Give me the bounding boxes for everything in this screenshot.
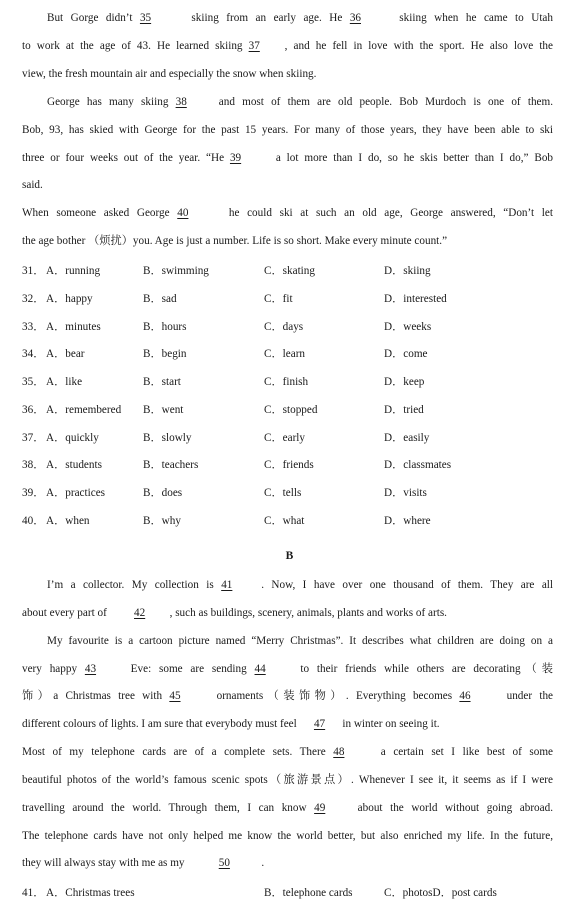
- option-c[interactable]: C．fit: [264, 293, 293, 305]
- option-d[interactable]: D．classmates: [384, 459, 452, 471]
- option-b[interactable]: B．why: [143, 515, 181, 527]
- option-d[interactable]: D．keep: [384, 376, 425, 388]
- blank-48: 48: [333, 746, 345, 758]
- option-d[interactable]: D．visits: [384, 487, 427, 499]
- option-row-38: 38． A．students B．teachers C．friends D．classmates: [22, 456, 553, 470]
- option-row-37: 37． A．quickly B．slowly C．early D．easily: [22, 429, 553, 443]
- passage-line: George has many skiing 38 and most of them are old people. Bob Murdoch is one of them.: [47, 96, 554, 108]
- option-b[interactable]: B．begin: [143, 348, 187, 360]
- blank-46: 46: [459, 690, 471, 702]
- option-row-41: 41． A．Christmas trees B．telephone cards C．photosD．post cards: [22, 884, 553, 898]
- passage-line: view, the fresh mountain air and especially the snow when skiing.: [22, 68, 317, 80]
- blank-44: 44: [254, 663, 266, 675]
- option-b[interactable]: B．slowly: [143, 432, 192, 444]
- option-cd[interactable]: C．photosD．post cards: [384, 887, 497, 899]
- option-d[interactable]: D．skiing: [384, 265, 431, 277]
- option-c[interactable]: C．finish: [264, 376, 309, 388]
- option-d[interactable]: D．where: [384, 515, 431, 527]
- passage-line: Most of my telephone cards are of a complete sets. There 48 a certain set I like best of some: [22, 746, 553, 758]
- blank-37: 37: [248, 40, 260, 52]
- option-row-32: 32． A．happy B．sad C．fit D．interested: [22, 290, 553, 304]
- option-c[interactable]: C．what: [264, 515, 305, 527]
- option-row-34: 34． A．bear B．begin C．learn D．come: [22, 345, 553, 359]
- passage-line: they will always stay with me as my 50 .: [22, 857, 265, 869]
- option-a[interactable]: A．like: [46, 376, 83, 388]
- passage-line: different colours of lights. I am sure that everybody must feel 47 in winter on seeing it.: [22, 718, 440, 730]
- passage-line: travelling around the world. Through them, I can know 49 about the world without going abroad.: [22, 802, 553, 814]
- blank-43: 43: [84, 663, 97, 675]
- blank-39: 39: [229, 152, 242, 164]
- passage-line: When someone asked George 40 he could ski at such an old age, George answered, “Don’t let: [22, 207, 553, 219]
- passage-line: very happy 43 Eve: some are sending 44 to their friends while others are decorating（装: [22, 663, 553, 675]
- option-a[interactable]: A．quickly: [46, 432, 99, 444]
- option-d[interactable]: D．interested: [384, 293, 447, 305]
- passage-line: to work at the age of 43. He learned skiing 37 , and he fell in love with the sport. He also love the: [22, 40, 553, 52]
- blank-47: 47: [313, 718, 326, 730]
- passage-line: My favourite is a cartoon picture named “Merry Christmas”. It describes what children are doing on a: [47, 635, 553, 647]
- blank-45: 45: [169, 690, 181, 702]
- option-row-40: 40． A．when B．why C．what D．where: [22, 512, 553, 526]
- blank-35: 35: [139, 12, 152, 24]
- option-b[interactable]: B．sad: [143, 293, 177, 305]
- blank-36: 36: [349, 12, 361, 24]
- option-row-31: 31． A．running B．swimming C．skating D．skiing: [22, 262, 553, 276]
- option-c[interactable]: C．learn: [264, 348, 306, 360]
- option-b[interactable]: B．went: [143, 404, 184, 416]
- option-row-33: 33． A．minutes B．hours C．days D．weeks: [22, 318, 553, 332]
- section-heading: B: [285, 550, 294, 562]
- blank-50: 50: [218, 857, 230, 869]
- option-b[interactable]: B．hours: [143, 321, 187, 333]
- option-b[interactable]: B．telephone cards: [264, 887, 353, 899]
- option-a[interactable]: A．Christmas trees: [46, 887, 135, 899]
- passage-line: But Gorge didn’t 35 skiing from an early age. He 36 skiing when he came to Utah: [47, 12, 553, 24]
- blank-42: 42: [134, 607, 146, 619]
- passage-line: 饰）a Christmas tree with 45 ornaments（装饰物）. Everything becomes 46 under the: [22, 690, 554, 702]
- option-d[interactable]: D．easily: [384, 432, 430, 444]
- option-row-39: 39． A．practices B．does C．tells D．visits: [22, 484, 553, 498]
- option-d[interactable]: D．come: [384, 348, 428, 360]
- option-c[interactable]: C．days: [264, 321, 304, 333]
- option-b[interactable]: B．teachers: [143, 459, 199, 471]
- passage-line: beautiful photos of the world’s famous scenic spots（旅游景点）. Whenever I see it, it seems as if I were: [22, 774, 553, 786]
- option-b[interactable]: B．does: [143, 487, 183, 499]
- blank-41: 41: [221, 579, 233, 591]
- passage-line: three or four weeks out of the year. “He 39 a lot more than I do, so he skis better than I do,” Bob: [22, 152, 554, 164]
- option-row-35: 35． A．like B．start C．finish D．keep: [22, 373, 553, 387]
- option-a[interactable]: A．remembered: [46, 404, 122, 416]
- passage-line: Bob, 93, has skied with George for the past 15 years. For many of those years, they have been able to ski: [22, 124, 553, 136]
- option-c[interactable]: C．skating: [264, 265, 315, 277]
- option-a[interactable]: A．students: [46, 459, 102, 471]
- passage-line: The telephone cards have not only helped me know the world better, but also enriched my life. In the future,: [22, 830, 553, 842]
- passage-line: about every part of 42 , such as buildings, scenery, animals, plants and works of arts.: [22, 607, 447, 619]
- option-a[interactable]: A．bear: [46, 348, 85, 360]
- passage-line: said.: [22, 179, 43, 191]
- option-a[interactable]: A．practices: [46, 487, 106, 499]
- blank-38: 38: [175, 96, 187, 108]
- option-row-36: 36． A．remembered B．went C．stopped D．tried: [22, 401, 553, 415]
- option-d[interactable]: D．weeks: [384, 321, 432, 333]
- option-a[interactable]: A．running: [46, 265, 101, 277]
- option-c[interactable]: C．early: [264, 432, 306, 444]
- option-a[interactable]: A．minutes: [46, 321, 101, 333]
- passage-line: I’m a collector. My collection is 41 . Now, I have over one thousand of them. They are all: [47, 579, 554, 591]
- option-a[interactable]: A．when: [46, 515, 90, 527]
- option-a[interactable]: A．happy: [46, 293, 93, 305]
- option-c[interactable]: C．friends: [264, 459, 314, 471]
- passage-line: the age bother （烦扰）you. Age is just a number. Life is so short. Make every minute count.”: [22, 235, 448, 247]
- option-d[interactable]: D．tried: [384, 404, 424, 416]
- blank-40: 40: [177, 207, 189, 219]
- option-c[interactable]: C．tells: [264, 487, 302, 499]
- option-b[interactable]: B．start: [143, 376, 181, 388]
- blank-49: 49: [314, 802, 326, 814]
- option-c[interactable]: C．stopped: [264, 404, 318, 416]
- option-b[interactable]: B．swimming: [143, 265, 209, 277]
